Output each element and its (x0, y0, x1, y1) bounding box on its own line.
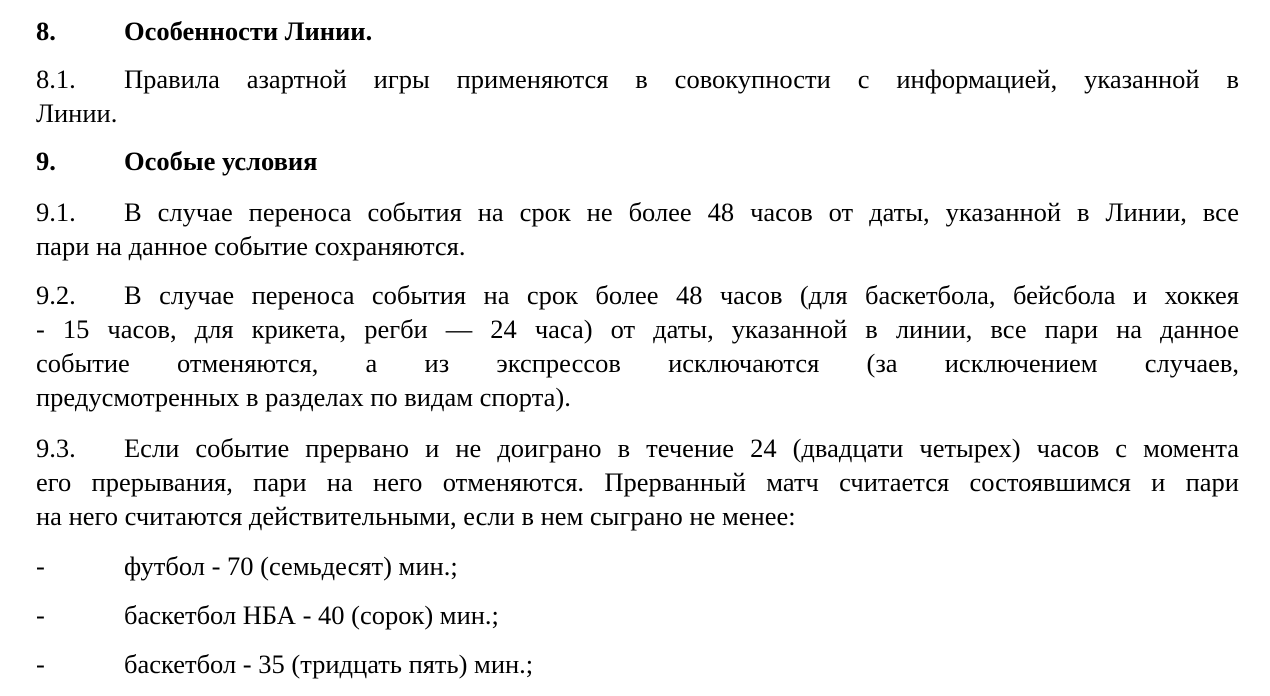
clause-text: пари на данное событие сохраняются. (36, 231, 466, 261)
clause-line (36, 195, 1239, 229)
clause-text: Линии. (36, 98, 118, 128)
clause-line (36, 431, 1239, 465)
clause-number: 8.1. (36, 64, 76, 94)
clause-number: 9.2. (36, 280, 76, 310)
list-marker: - (36, 649, 45, 679)
clause-text: - 15 часов, для крикета, регби — 24 часа) от даты, указанной в линии, все пари на данное (36, 314, 1239, 344)
clause-number: 9.3. (36, 433, 76, 463)
clause-8-1 (36, 62, 1239, 130)
clause-text: предусмотренных в разделах по видам спорта). (36, 382, 571, 412)
clause-text: на него считаются действительными, если в нем сыграно не менее: (36, 501, 796, 531)
section-heading-8 (36, 14, 1239, 48)
clause-text: Правила азартной игры применяются в совокупности с информацией, указанной в (124, 64, 1239, 94)
section-number: 8. (36, 16, 56, 46)
clause-text: событие отменяются, а из экспрессов исключаются (за исключением случаев, (36, 348, 1239, 378)
document-page (36, 14, 1239, 681)
clause-9-3 (36, 431, 1239, 533)
list-item-text: баскетбол НБА - 40 (сорок) мин.; (124, 600, 499, 630)
list-item (36, 598, 1239, 632)
clause-text: его прерывания, пари на него отменяются. Прерванный матч считается состоявшимся и пари (36, 467, 1239, 497)
clause-9-1 (36, 195, 1239, 263)
section-title: Особые условия (124, 146, 318, 176)
clause-number: 9.1. (36, 197, 76, 227)
clause-line (36, 62, 1239, 96)
section-number: 9. (36, 146, 56, 176)
clause-9-2 (36, 278, 1239, 414)
list-item (36, 647, 1239, 681)
list-marker: - (36, 551, 45, 581)
list-item (36, 549, 1239, 583)
list-item-text: футбол - 70 (семьдесят) мин.; (124, 551, 458, 581)
clause-text: Если событие прервано и не доиграно в течение 24 (двадцати четырех) часов с момента (124, 433, 1239, 463)
list-item-text: баскетбол - 35 (тридцать пять) мин.; (124, 649, 534, 679)
clause-text: В случае переноса события на срок не более 48 часов от даты, указанной в Линии, все (124, 197, 1239, 227)
section-heading-9 (36, 144, 1239, 178)
section-title: Особенности Линии. (124, 16, 373, 46)
clause-line (36, 278, 1239, 312)
list-marker: - (36, 600, 45, 630)
clause-text: В случае переноса события на срок более 48 часов (для баскетбола, бейсбола и хоккея (124, 280, 1239, 310)
